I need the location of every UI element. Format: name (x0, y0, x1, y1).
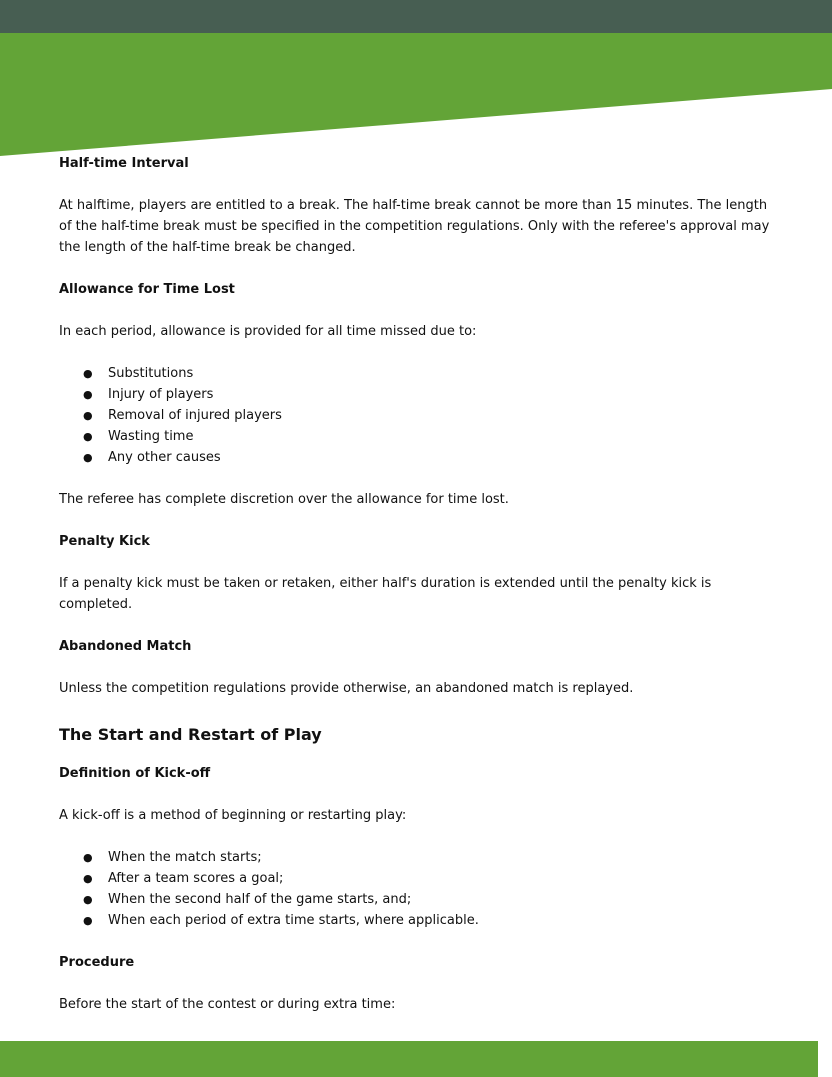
heading-half-time-interval: Half-time Interval (59, 156, 189, 171)
header-banner (0, 0, 832, 160)
list-item: ● Removal of injured players (59, 405, 771, 426)
list-item: ● Any other causes (59, 447, 771, 468)
paragraph-procedure: Before the start of the contest or during extra time: (59, 997, 396, 1012)
paragraph-allowance-closing: The referee has complete discretion over the allowance for time lost. (59, 492, 509, 507)
paragraph-abandoned-match: Unless the competition regulations provide otherwise, an abandoned match is replayed. (59, 681, 634, 696)
heading-procedure: Procedure (59, 955, 135, 970)
header-dark-band (0, 0, 832, 33)
footer-green-bar (0, 1041, 818, 1077)
paragraph-half-time-interval: At halftime, players are entitled to a break. The half-time break cannot be more than 15 minutes. The length of the half-time break must be specified in the competition regulations. Only with the referee's approval may the length of the half-time break be changed. (59, 198, 770, 255)
kick-off-bullet-list (59, 847, 771, 931)
heading-abandoned-match: Abandoned Match (59, 639, 192, 654)
allowance-bullet-list (59, 363, 771, 468)
section-title-start-restart: The Start and Restart of Play (59, 725, 322, 744)
list-item: ● Substitutions (59, 363, 771, 384)
list-item: ● Injury of players (59, 384, 771, 405)
list-item: ● When each period of extra time starts, where applicable. (59, 910, 771, 931)
paragraph-allowance-intro: In each period, allowance is provided for all time missed due to: (59, 324, 477, 339)
paragraph-kick-off-intro: A kick-off is a method of beginning or restarting play: (59, 808, 407, 823)
list-item: ● After a team scores a goal; (59, 868, 771, 889)
paragraph-penalty-kick: If a penalty kick must be taken or retaken, either half's duration is extended until the penalty kick is completed. (59, 576, 712, 612)
list-item: ● When the match starts; (59, 847, 771, 868)
heading-allowance-for-time-lost: Allowance for Time Lost (59, 282, 235, 297)
heading-definition-of-kick-off: Definition of Kick-off (59, 766, 211, 781)
header-green-wedge (0, 33, 832, 156)
document-body (59, 153, 771, 1015)
list-item: ● Wasting time (59, 426, 771, 447)
list-item: ● When the second half of the game starts, and; (59, 889, 771, 910)
heading-penalty-kick: Penalty Kick (59, 534, 150, 549)
